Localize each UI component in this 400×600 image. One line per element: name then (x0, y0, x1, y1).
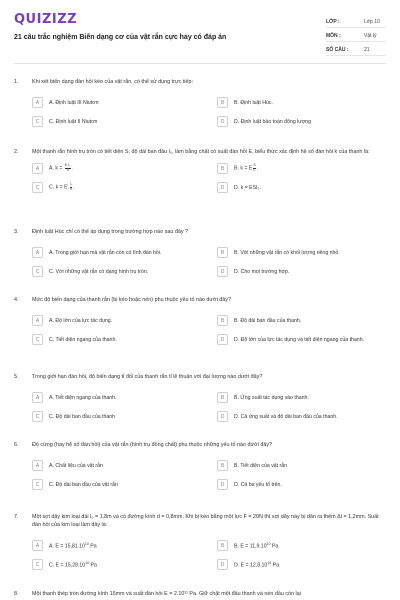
question-header (14, 513, 386, 529)
meta-label: SỐ CÂU : (326, 47, 349, 53)
fraction-denominator: S (66, 168, 69, 172)
question (14, 148, 386, 194)
option-letter-box: A (32, 247, 43, 258)
option-letter-box: D (217, 559, 228, 570)
question-number: 4. (14, 297, 19, 303)
option-text: D. Cả ba yếu tố trên. (234, 481, 282, 488)
question-number: 7. (14, 514, 19, 520)
brand-logo: QUIZIZZ (14, 12, 78, 27)
option-letter-box: B (217, 163, 228, 174)
option-text: C. Định luật II Niutơn (49, 118, 98, 125)
fraction-denominator: l₀ (253, 168, 256, 172)
question-number: 1. (14, 79, 19, 85)
option-text: D. Định luật bảo toàn động lượng (234, 118, 311, 125)
answer-option-b[interactable] (217, 459, 386, 472)
option-text: A. k = $\frac{\text{E.l₀}}{S}$ . (49, 163, 73, 172)
question-header (14, 590, 386, 598)
exponent: 10 (85, 561, 90, 566)
option-text: B. Ứng suất tác dụng vào thanh. (234, 394, 309, 401)
question-text: Mức độ biến dạng của thanh rắn (bị kéo hoặc nén) phụ thuộc yếu tố nào dưới đây? (32, 297, 231, 303)
meta-row-subject (326, 28, 386, 42)
option-letter-box: A (32, 97, 43, 108)
fraction-denominator: S (70, 187, 73, 191)
option-text: D. k = ESl₀. (234, 184, 261, 191)
question-text: Khi xét biến dạng đàn hồi kéo của vật rắn, có thể sử dụng trực tiếp: (32, 79, 193, 85)
answer-option-d[interactable] (217, 478, 386, 491)
option-letter-box: B (217, 247, 228, 258)
option-letter-box: D (217, 479, 228, 490)
answer-option-b[interactable] (217, 391, 386, 404)
answer-options (32, 314, 386, 346)
question-number: 2. (14, 149, 19, 155)
question (14, 590, 386, 598)
option-letter-box: C (32, 559, 43, 570)
answer-options (32, 246, 386, 278)
option-text: A. Định luật III Niutơn (49, 99, 99, 106)
option-letter-box: B (217, 460, 228, 471)
question-number: 3. (14, 229, 19, 235)
option-text: B. Độ dài ban đầu của thanh. (234, 317, 302, 324)
question-header (14, 228, 386, 236)
option-letter-box: D (217, 411, 228, 422)
question-number: 6. (14, 442, 19, 448)
answer-option-c[interactable] (32, 478, 201, 491)
option-letter-box: A (32, 540, 43, 551)
option-text: B. k = E $\frac{S}{\text{l₀}}$ . (234, 163, 259, 172)
page-title: 21 câu trắc nghiệm Biến dạng cơ của vật rắn cực hay có đáp án (14, 34, 227, 41)
option-text: D. $E = 12,8.10^{10}$ Pa (234, 561, 280, 569)
question (14, 373, 386, 423)
option-letter-box: A (32, 315, 43, 326)
option-letter-box: C (32, 479, 43, 490)
meta-label: MÔN : (326, 33, 341, 39)
meta-row-count (326, 42, 386, 56)
option-text: A. Chất liệu của vật rắn (49, 462, 103, 469)
option-text: C. Tiết diện ngang của thanh. (49, 336, 117, 343)
answer-option-b[interactable] (217, 539, 386, 552)
fraction-numerator: S (253, 163, 256, 168)
option-letter-box: C (32, 411, 43, 422)
answer-option-a[interactable] (32, 162, 201, 175)
fraction-numerator: l₀ (70, 182, 73, 187)
fraction (253, 164, 255, 173)
option-letter-box: D (217, 182, 228, 193)
option-text: A. $E = 15,81.10^{10}$ Pa (49, 542, 97, 550)
answer-option-c[interactable] (32, 333, 201, 346)
answer-option-d[interactable] (217, 115, 386, 128)
question (14, 78, 386, 128)
question-text: Một thanh rắn hình trụ tròn có tiết diện S, độ dài ban đầu l₀, làm bằng chất có suất đàn hồi E, biểu thức xác định hệ số đàn hồi k của thanh là: (32, 149, 370, 155)
answer-options (32, 162, 386, 194)
question-text: Một sợi dây kim loại dài l₀ = 1,8m và có đường kính d = 0,8mm. Khi bị kéo bằng một lực F = 20N thì sợi dây này bị dãn ra thêm Δl = 1,2mm. Suất đàn hồi của kim loại làm dây là: (32, 514, 379, 528)
question (14, 441, 386, 491)
question-header (14, 373, 386, 381)
answer-option-a[interactable] (32, 391, 201, 404)
option-text: B. Định luật Húc. (234, 99, 273, 106)
question (14, 513, 386, 571)
answer-options (32, 459, 386, 491)
answer-options (32, 96, 386, 128)
option-letter-box: A (32, 163, 43, 174)
fraction-numerator: E.l₀ (64, 163, 71, 168)
option-letter-box: A (32, 392, 43, 403)
option-letter-box: D (217, 334, 228, 345)
option-letter-box: C (32, 334, 43, 345)
option-letter-box: C (32, 266, 43, 277)
answer-option-d[interactable] (217, 181, 386, 194)
answer-option-b[interactable] (217, 246, 386, 259)
option-letter-box: B (217, 540, 228, 551)
answer-options (32, 539, 386, 571)
question (14, 296, 386, 346)
exponent: 10 (84, 542, 89, 547)
answer-options (32, 391, 386, 423)
question-text: Trong giới hạn đàn hồi, độ biến dạng tỉ đối của thanh rắn tỉ lệ thuận với đại lượng nào dưới đây? (32, 374, 263, 380)
answer-option-b[interactable] (217, 162, 386, 175)
answer-option-d[interactable] (217, 558, 386, 571)
option-text: A. Tiết diện ngang của thanh. (49, 394, 117, 401)
fraction (70, 183, 72, 192)
option-text: C. k = E. $\frac{\text{l₀}}{S}$ . (49, 182, 75, 191)
option-letter-box: B (217, 392, 228, 403)
option-text: C. Độ dài ban đầu của thanh (49, 413, 116, 420)
exponent: 10 (267, 561, 272, 566)
question-header (14, 148, 386, 156)
meta-value: 21 (364, 47, 370, 53)
option-text: C. Độ dài ban đầu của vật rắn (49, 481, 118, 488)
meta-panel (326, 14, 386, 56)
answer-option-a[interactable] (32, 96, 201, 109)
option-text: C. Với những vật rắn có dạng hình trụ tròn. (49, 268, 149, 275)
answer-option-c[interactable] (32, 410, 201, 423)
meta-value: Vật lý (364, 33, 377, 39)
meta-row-class (326, 14, 386, 28)
exponent: 10 (266, 542, 271, 547)
answer-option-c[interactable] (32, 181, 201, 194)
option-text: C. $E = 15,28.10^{10}$ Pa (49, 561, 97, 569)
option-letter-box: B (217, 315, 228, 326)
document-header (14, 0, 386, 64)
question-header (14, 296, 386, 304)
option-letter-box: C (32, 116, 43, 127)
option-text: A. Độ lớn của lực tác dụng. (49, 317, 113, 324)
answer-option-a[interactable] (32, 246, 201, 259)
answer-option-d[interactable] (217, 265, 386, 278)
question-header (14, 78, 386, 86)
answer-option-b[interactable] (217, 314, 386, 327)
answer-option-c[interactable] (32, 558, 201, 571)
meta-value: Lớp 10 (364, 19, 380, 25)
answer-option-a[interactable] (32, 539, 201, 552)
meta-label: LỚP : (326, 19, 340, 25)
fraction (65, 164, 71, 173)
option-text: D. Cả ứng suất và độ dài ban đầu của thanh. (234, 413, 338, 420)
question (14, 228, 386, 278)
question-text: Định luật Húc chỉ có thể áp dụng trong trường hợp nào sau đây ? (32, 229, 189, 235)
answer-option-d[interactable] (217, 410, 386, 423)
answer-option-c[interactable] (32, 115, 201, 128)
option-text: D. Cho mọi trường hợp. (234, 268, 290, 275)
answer-option-b[interactable] (217, 96, 386, 109)
option-letter-box: B (217, 97, 228, 108)
option-text: B. Tiết diện của vật rắn (234, 462, 288, 469)
option-letter-box: D (217, 116, 228, 127)
option-text: A. Trong giới hạn mà vật rắn còn có tính đàn hồi. (49, 249, 162, 256)
question-text: Độ cứng (hay hệ số đàn hồi) của vật rắn (hình trụ đồng chất) phụ thuộc những yếu tố nào dưới đây? (32, 442, 273, 448)
question-number: 8. (14, 591, 19, 597)
answer-option-a[interactable] (32, 459, 201, 472)
answer-option-c[interactable] (32, 265, 201, 278)
answer-option-d[interactable] (217, 333, 386, 346)
option-text: B. Với những vật rắn có khối lượng riêng nhỏ. (234, 249, 340, 256)
question-text: Một thanh thép tròn đường kính 16mm và suất đàn hồi E = 2.10¹¹ Pa. Giữ chặt một đầu thanh và nén đầu còn lại (32, 591, 301, 597)
answer-option-a[interactable] (32, 314, 201, 327)
option-text: D. Độ lớn của lực tác dụng và tiết diện ngang của thanh. (234, 336, 365, 343)
option-letter-box: D (217, 266, 228, 277)
option-letter-box: C (32, 182, 43, 193)
option-letter-box: A (32, 460, 43, 471)
question-header (14, 441, 386, 449)
option-text: B. $E = 11,9.10^{10}$ Pa (234, 542, 279, 550)
question-number: 5. (14, 374, 19, 380)
